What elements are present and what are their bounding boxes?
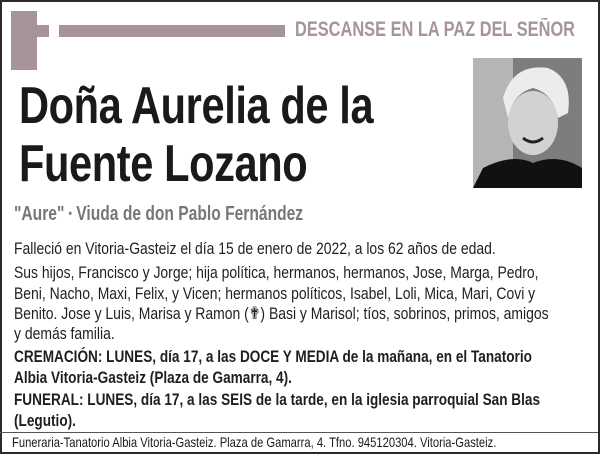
header-motto: DESCANSE EN LA PAZ DEL SEÑOR [295, 18, 576, 41]
family-line: y demás familia. [14, 324, 115, 343]
deceased-name-line1: Doña Aurelia de la [19, 77, 374, 135]
cross-icon-arm [11, 25, 49, 37]
funeral-line: (Legutio). [14, 411, 76, 430]
subtitle [14, 203, 303, 226]
family-line: Sus hijos, Francisco y Jorge; hija política, hermanos, hermanos, Jose, Marga, Pedro, [14, 263, 539, 282]
widow-of: Viuda de don Pablo Fernández [76, 203, 304, 225]
death-notice: Falleció en Vitoria-Gasteiz el día 15 de enero de 2022, a los 62 años de edad. [14, 239, 496, 258]
header-bar [59, 25, 285, 37]
family-line: Beni, Nacho, Maxi, Felix, y Vicen; hermanos políticos, Isabel, Loli, Mica, Mari, Covi y [14, 284, 536, 303]
footer-funeral-home: Funeraria-Tanatorio Albia Vitoria-Gasteiz. Plaza de Gamarra, 4. Tfno. 945120304. Vitoria-Gasteiz. [12, 434, 497, 450]
cross-icon [11, 11, 37, 70]
nickname: "Aure" [14, 203, 65, 225]
separator-bullet: • [68, 206, 72, 220]
deceased-photo [473, 58, 582, 188]
funeral-line: FUNERAL: LUNES, día 17, a las SEIS de la tarde, en la iglesia parroquial San Blas [14, 390, 541, 409]
footer-divider [0, 432, 598, 433]
cremation-line: CREMACIÓN: LUNES, día 17, a las DOCE Y MEDIA de la mañana, en el Tanatorio [14, 347, 532, 366]
cremation-line: Albia Vitoria-Gasteiz (Plaza de Gamarra, 4). [14, 368, 292, 387]
family-line: Benito. Jose y Luis, Marisa y Ramon (✟) Basi y Marisol; tíos, sobrinos, primos, amigos [14, 304, 549, 323]
deceased-name-line2: Fuente Lozano [19, 135, 308, 193]
